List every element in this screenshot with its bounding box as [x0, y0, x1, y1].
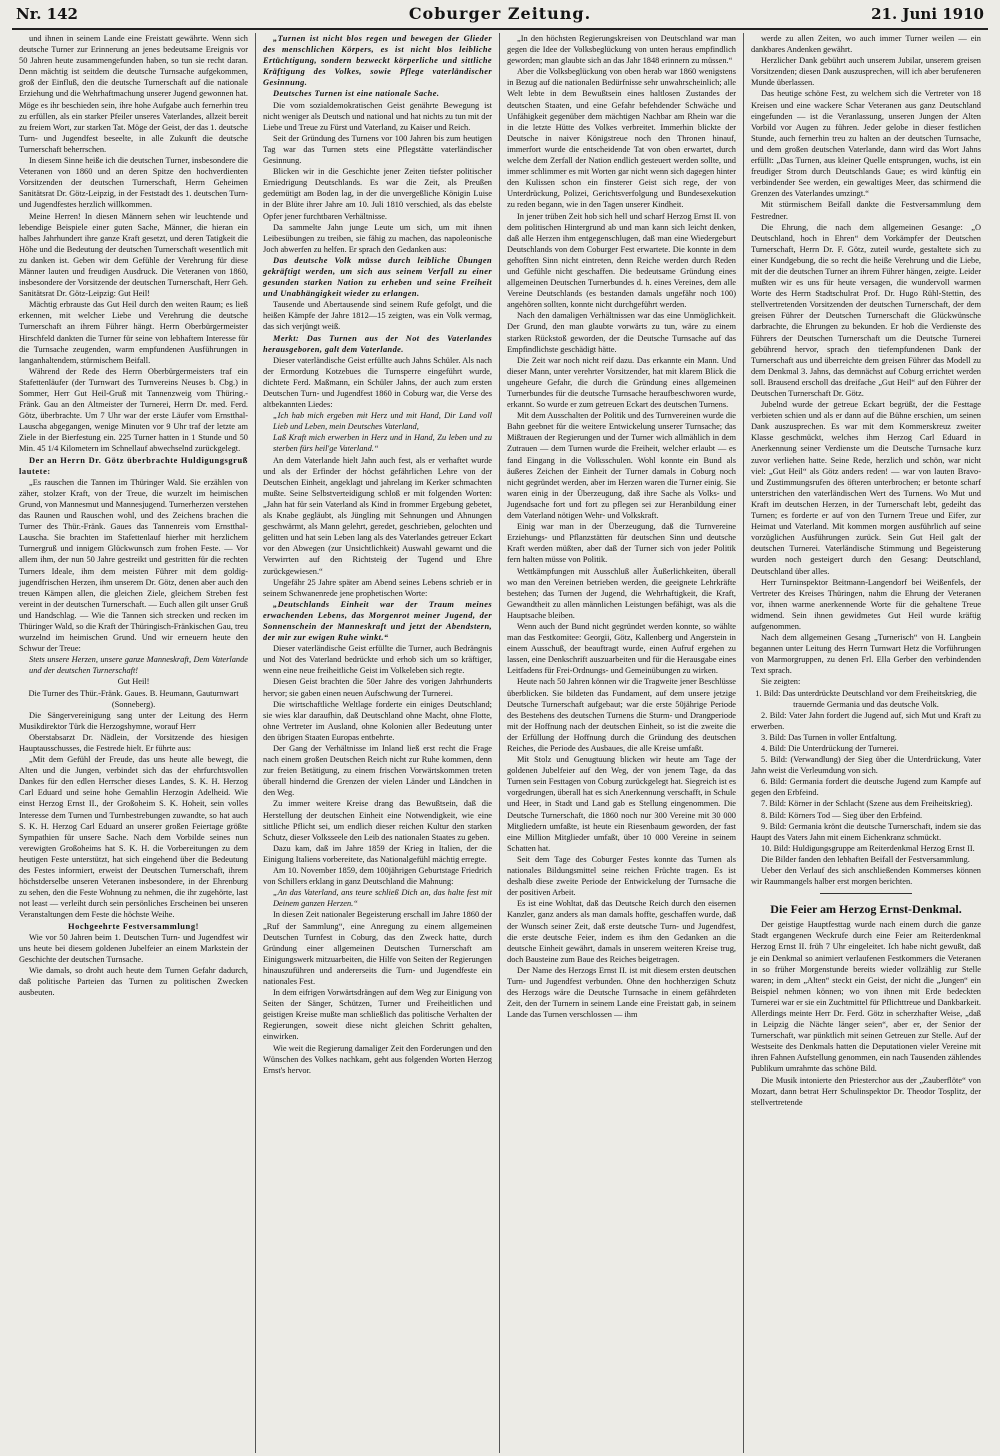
article-paragraph: Wettkämpfungen mit Ausschluß aller Äußerlichkeiten, überall wo man den Vereinen betrieben werden, die geeignete Lehrkräfte bestehen; das Turnen der Jugend, die Wehrhaftigkeit, die Kraft, Gewandtheit zu allen männlichen Leistungen befähigt, was als die Hauptsache bleiben. — [507, 566, 736, 620]
article-paragraph: Meine Herren! In diesen Männern sehen wir leuchtende und lebendige Beispiele einer guten Sache, Männer, die hieran ein halbes Jahrhundert ihre ganze Kraft gesetzt, und deren Tatigkeit die Höhe und die Bedeutung der deutschen Turnerschaft wesentlich mit zu danken ist. Geben wir dem Gefühle der Verehrung für diese Männer lauten und freudigen Ausdruck. Die Veteranen von 1860, insbesondere der Vorsitzende der deutschen Turnerschaft, Herr Geh. Sanitätsrat Dr. Götz-Leipzig: Gut Heil! — [19, 211, 248, 299]
article-paragraph: „Deutschlands Einheit war der Traum meines erwachenden Lebens, das Morgenrot meiner Jugend, der Sonnenschein der Manneskraft und jetzt der Abendstern, der mir zur ewigen Ruhe winkt.“ — [263, 599, 492, 643]
article-paragraph: Ungefähr 25 Jahre später am Abend seines Lebens schrieb er in seinem Schwanenrede jene prophetischen Worte: — [263, 577, 492, 598]
article-paragraph: 7. Bild: Körner in der Schlacht (Szene aus dem Freiheitskrieg). — [761, 799, 973, 809]
article-paragraph: „Ich hab mich ergeben mit Herz und mit Hand, Dir Land voll Lieb und Leben, mein Deutsches Vaterland, — [273, 411, 492, 432]
article-paragraph: Wie weit die Regierung damaliger Zeit den Forderungen und den Wünschen des Volkes nachkam, geht aus folgenden Worten Herzog Ernst's hervor. — [263, 1043, 492, 1075]
article-paragraph: Mit dem Ausschalten der Politik und des Turnvereinen wurde die Bahn geebnet für die weitere Entwickelung unserer Turnsache; das Mißtrauen der Regierungen und der Turner wich allmählich in dem Zutrauen — dem Turnen wurde die Freiheit, welcher erlaubt — es fand Eingang in die Volksschulen. Wohl konnte ein Bund als äußeres Zeichen der Einheit der Turner damals in Coburg noch nicht gegründet werden, aber im Herzen waren die Turner einig. Sie waren einig in der Überzeugung, daß ihre Sache als Volks- und Jugendsache fort und fort zu pflegen sei zur Heranbildung einer dem Vaterland nötigen Wehr- und Volkskraft. — [507, 411, 736, 521]
article-paragraph: Gut Heil! — [117, 677, 150, 687]
article-paragraph: Hochgeehrte Festversammlung! — [68, 921, 199, 931]
article-paragraph: Am 10. November 1859, dem 100jährigen Geburtstage Friedrich von Schillers erklang in ganz Deutschland die Mahnung: — [263, 866, 492, 887]
article-paragraph: Die Bilder fanden den lebhaften Beifall der Festversammlung. — [761, 854, 970, 864]
article-paragraph: Die Turner des Thür.-Fränk. Gaues. B. Heumann, Gauturnwart (Sonneberg). — [28, 688, 239, 709]
article-paragraph: Dazu kam, daß im Jahre 1859 der Krieg in Italien, der die Einigung Italiens vorbereitete, das Nationalgefühl mächtig erregte. — [263, 843, 492, 864]
text-columns — [12, 33, 988, 1453]
article-paragraph: Sie zeigten: — [761, 677, 801, 687]
article-paragraph: Herzlicher Dank gebührt auch unserem Jubilar, unserem greisen Vorsitzenden; diesen Dank auszusprechen, will ich aber berufeneren Munde überlassen. — [751, 56, 981, 88]
masthead — [12, 4, 988, 30]
article-paragraph: In diesem Sinne heiße ich die deutschen Turner, insbesondere die Veteranen von 1860 und an deren Spitze den hochverdienten Vorsitzenden der deutschen Turnerschaft, Herrn Geheimen Sanitätsrat Dr. Götz-Leipzig, in der Feststadt des 1. deutschen Turn- und Jugendfestes herzlich willkommen. — [19, 156, 248, 210]
article-paragraph: Seit dem Tage des Coburger Festes konnte das Turnen als nationales Bildungsmittel seine reichen Früchte tragen. Es ist deshalb diese zweite Periode der Entwickelung der Turnsache die der positiven Arbeit. — [507, 854, 736, 898]
article-paragraph: „Turnen ist nicht blos regen und bewegen der Glieder des menschlichen Körpers, es ist nicht blos leibliche Ertüchtigung, sondern bezweckt körperliche und sittliche Kräftigung des Volkes, sowie Pflege vaterländischer Gesinnung. — [263, 34, 492, 88]
article-paragraph: Wie damals, so droht auch heute dem Turnen Gefahr dadurch, daß politische Parteien das Turnen zu politischen Zwecken ausbeuten. — [19, 965, 248, 998]
newspaper-title: Coburger Zeitung. — [408, 4, 592, 23]
article-paragraph: Tausende und Abertausende sind seinem Rufe gefolgt, und die heißen Kämpfe der Jahre 1812—15 zeigten, was ein Volk vermag, das sich verjüngt weiß. — [263, 300, 492, 332]
article-paragraph: Aber die Volksbeglückung von oben herab war 1860 wenigstens in Bezug auf die nationalen Bedürfnisse sehr unwahrscheinlich; alle Welt lebte in dem Bewußtsein eines haltlosen Zustandes der deutschen Staaten, und eine Gefahr befehdender Schwäche und Unfähigkeit gegenüber dem mächtigen Nachbar am Rhein war die in die letzte Hütte des Volkes verbreitet. Immerhin blickte der Deutsche in naiver Königstreue noch den Thronen hinauf, immerfort wurde die entscheidende Tat von oben erwartet, durch welche dem Zerfall der Nation endlich gesteuert werden sollte, und immer schlimmer es mit Worten gar nicht wenn sich dagegen hinter den Kulissen schon ein finsterer Geist sich rege, der von Unterdrückung, Polizei, Gerichtsverfolgung und Bundesexekution zu reden begann, wie in den Tagen unserer Kindheit. — [507, 67, 736, 210]
article-paragraph: Heute nach 50 Jahren können wir die Tragweite jener Beschlüsse überblicken. Sie bildeten das Fundament, auf dem unsere jetzige Deutsche Turnerschaft aufgebaut; war die erste 50jährige Periode des Bestehens des deutschen Turnens die Sturm- und Drangperiode mit der Hoffnung nach der deutschen Einheit, so ist die zweite die der Erfüllung der Hoffnung durch die Gründung des deutschen Reiches, die Periode des Ausbaues, die alle Kreise umfaßt. — [507, 677, 736, 753]
section-divider — [820, 893, 912, 894]
article-paragraph: Zu immer weitere Kreise drang das Bewußtsein, daß die Herstellung der deutschen Einheit eine Notwendigkeit, wie eine sittliche Pflicht sei, um endlich dieser reichen Kultur den starken Schutz, dieser Volksseele den Leib des nationalen Staates zu geben. — [263, 799, 492, 842]
article-paragraph: 4. Bild: Die Unterdrückung der Turnerei. — [761, 744, 899, 753]
article-paragraph: „In den höchsten Regierungskreisen von Deutschland war man gegen die Idee der Volksbeglückung von unten heraus empfindlich geworden; man glaubte sich an das Jahr 1848 erinnern zu müssen.“ — [507, 34, 736, 66]
column-3 — [500, 33, 744, 1453]
article-paragraph: 2. Bild: Vater Jahn fordert die Jugend auf, sich Mut und Kraft zu erwerben. — [751, 710, 981, 731]
article-paragraph: Jubelnd wurde der getreue Eckart begrüßt, der die Festtage verbieten schien und als er dann auf die Bühne erschien, um seinen Dank auszusprechen. Es war mit dem Kommerskreuz zweiter Klasse geschmückt, welches ihm Herzog Carl Eduard in Anerkennung seiner Verdienste um die Deutsche Turnsache kurz zuvor verliehen hatte. Seine Rede, herzlich und schön, war nicht viel: „Gut Heil“ als Götz anders reden! — war von lauten Bravo- und Zustimmungsrufen des öfteren unterbrochen; er betonte scharf unterstrichen den vaterländischen Wert des Turnens. Wo Mut und Kraft im deutschen Herzen, in der Turnerschaft lebt, gedeiht das Turnen; es forderte er auf von den Turnern Treue und Eifer, zur Heimat und Vaterland. Mit kommen morgen ausführlich auf seine vorzüglichen Ausführungen zurück. Sein Gut Heil galt der deutschen Turnerei. Vaterländische Stimmung und Begeisterung wurden noch gesteigert durch den Gesang: Deutschland, Deutschland über alles. — [751, 400, 981, 576]
article-paragraph: Die Ehrung, die nach dem allgemeinen Gesange: „O Deutschland, hoch in Ehren“ dem Vorkämpfer der Deutschen Turnerschaft, Herrn Dr. F. Götz, zuteil wurde, gestaltete sich zu einer Kundgebung, die so recht die heiße Verehrung und die Liebe, mit der die deutschen Turner an ihrem Führer hängen, zeigte. Leider mußten wir es uns für heute versagen, die wundervoll warmen Worte des Herrn Stadtschulrat Prof. Dr. Hugo Rühl-Stettin, des stellvertretenden Vorsitzenden der deutschen Turnerschaft, der dem greisen Führer der Deutschen Turnerschaft die Glückwünsche darbrachte, die Ehrungen zu bekunden. Er hob die Verdienste des Führers der Deutschen Turnerschaft um die Deutsche Turnerei gebührend hervor, sprach den tiefempfundenen Dank der Turnerschaft aus und überreichte dem greisen Führer das Modell zu dem Denkmal 3. Jahns, das demnächst auf Coburg errichtet werden soll. Brausend erscholl das dreifache „Gut Heil“ auf den Führer der Deutschen Turnerschaft Dr. Götz. — [751, 222, 981, 398]
article-paragraph: Oberstabsarzt Dr. Nädlein, der Vorsitzende des hiesigen Hauptausschusses, die Festrede hielt. Er führte aus: — [19, 732, 248, 753]
article-paragraph: 8. Bild: Körners Tod — Sieg über den Erbfeind. — [761, 810, 923, 820]
article-paragraph: Der geistige Hauptfesttag wurde nach einem durch die ganze Stadt ergangenen Weckrufe durch eine Feier am Reiterdenkmal Herzog Ernst II. früh 7 Uhr eingeleitet. Ich habe nicht gewußt, daß je ein Denkmal so animiert verlaufenen Festkommers die Veteranen in so früher Morgenstunde bereits wieder vollzählig zur Stelle waren; in dem „Alten“ steckt ein Geist, der nicht die „Jungen“ ein Beispiel nehmen können; wo von ihnen mit Erde bedeckten Turnerei war er sie ein Zuchtmittel für Pflichttreue und Dankbarkeit. Allerdings meinte Herr Dr. Ferd. Götz in scherzhafter Weise, „daß in Leipzig die Nächte länger seien“, aber er, der Senior der Turnerschaft, war pünktlich mit seinen Getreuen zur Stelle. Auf der Westseite des Denkmals hatten die Deputationen vieler Vereine mit ihren Fahnen Aufstellung genommen, ein nach Tausenden zählendes Publikum umrahmte das schöne Bild. — [751, 920, 981, 1074]
article-paragraph: Es ist eine Wohltat, daß das Deutsche Reich durch den eisernen Kanzler, ganz anders als man damals hoffte, geschaffen wurde, daß der Wunsch seiner Zeit, daß erste deutsche Turn- und Jugendfest, die erste deutsche Feier, indem es ihm den Gedanken an die deutsche Einheit gewährt, damals in unserem weiteren Kreise trug, doch Bausteine zum Baue des Reiches beigetragen. — [507, 899, 736, 964]
section-heading: Die Feier am Herzog Ernst-Denkmal. — [770, 902, 962, 917]
article-paragraph: Die wirtschaftliche Weltlage forderte ein einiges Deutschland; sie wies klar daraufhin, daß Deutschland ohne Macht, ohne Flotte, ohne Vertreter im Ausland, ohne Kolonien aller Bedeutung unter den übrigen Staaten Europas entbehrte. — [263, 699, 492, 742]
article-paragraph: Laß Kraft mich erwerben in Herz und in Hand, Zu leben und zu sterben fürs heil'ge Vaterland.“ — [273, 433, 492, 454]
article-paragraph: „Es rauschen die Tannen im Thüringer Wald. Sie erzählen von zäher, stolzer Kraft, von der Treue, die wurzelt im heimischen Grund, von Mannesmut und Mannesjugend. Turnerherzen verstehen das Raunen und Rauschen wohl, und des Zeichens brachen die Turner des Thür.-Fränk. Gaues das Tannenreis vom Ernstthal-Lauscha. Sie brachten im Stafettenlauf hierher mit herzlichem Turnergruß und innigem Glückwunsch zum frohen Feste. — Vor allem ihm, der nun 50 Jahre gestreikt und gestritten für die rechten Turners Ideale, ihm dem meisten Führer mit dem goldig-jugendfrischen Herzen, ihm unserem Dr. Götz, denen aber auch den treuen Kämpen allen, die gleichen Ziele, gleichem Streben fest vereint in der deutschen Turnerschaft. — Euch allen gilt unser Gruß und Handschlag. — Wie die Tannen sich strecken und recken im Thüringer Wald, so die Kraft der Thüringisch-Fränkischen Gau, treu wurzelnd im heimischen Grund. Und wir erneuern heute den Schwur der Treue: — [19, 477, 248, 654]
article-paragraph: In jener trüben Zeit hob sich hell und scharf Herzog Ernst II. von dem politischen Hintergrund ab und man kann sich leicht denken, daß alle Herzen ihm entgegenschlugen, daß man eine Wiedergeburt Deutschlands von dem Coburger Fest erwartete. Die konnte in dem gehofften Sinn nicht eintreten, denn Reiche werden durch Reden und Gefühle nicht geschaffen. Die bedeutsame Gründung eines allgemeinen Deutschen Turnerbundes d. h. eines Vereines, dem alle Vereine Deutschlands (es bestanden damals ungefähr noch 100) angehören sollten, konnte nicht durchgeführt werden. — [507, 211, 736, 310]
article-paragraph: Die Musik intonierte den Priesterchor aus der „Zauberflöte“ von Mozart, dann betrat Herr Schulinspektor Dr. Theodor Tosplitz, der stellvertretende — [751, 1075, 981, 1107]
article-paragraph: 9. Bild: Germania krönt die deutsche Turnerschaft, indem sie das Haupt des Vaters Jahn mit einem Eichenkranz schmückt. — [751, 821, 981, 842]
issue-date: 21. Juni 1910 — [871, 5, 984, 23]
article-paragraph: Das heutige schöne Fest, zu welchem sich die Vertreter von 18 Kreisen und eine wackere Schar Veteranen aus ganz Deutschland eingefunden — ist die Veranlassung, unseren Jungen der Alten Vorbild vor Augen zu führen. Jeder gelobe in dieser festlichen Stunde, auch fernerhin treu zu halten an der deutschen Turnsache, und dem großen deutschen Vaterlande, dann wird das Wort Jahns erfüllt: „Das Turnen, aus kleiner Quelle entsprungen, wuchs, ist ein freudiger Strom durch Deutschlands Gaue; es wird künftig ein verbindender See werden, ein gewaltiges Meer, das schirmend die Grenzen des Vaterlandes umzingt.“ — [751, 89, 981, 199]
article-paragraph: Der Gang der Verhältnisse im Inland ließ erst recht die Frage nach einem großen Deutschen Reich nicht zur Ruhe kommen, denn zur freien Betätigung, zu einem frischen Vorwärtskommen treten überall hindernd die Grenzen der vielen Länder und Ländchen in den Weg. — [263, 744, 492, 798]
article-paragraph: 10. Bild: Huldigungsgruppe am Reiterdenkmal Herzog Ernst II. — [761, 843, 975, 853]
article-paragraph: Nach den damaligen Verhältnissen war das eine Unmöglichkeit. Der Grund, den man glaubte vorwärts zu tun, wäre zu einem starken Rückstoß geworden, der die Deutsche Turnsache auf das Empfindlichste geschädigt hätte. — [507, 311, 736, 354]
article-paragraph: 3. Bild: Das Turnen in voller Entfaltung. — [761, 732, 897, 742]
article-paragraph: 5. Bild: (Verwandlung) der Sieg über die Unterdrückung, Vater Jahn weist die Verleumdung von sich. — [751, 755, 981, 776]
article-paragraph: Blicken wir in die Geschichte jener Zeiten tiefster politischer Erniedrigung Deutschlands. Es war die Zeit, als Preußen gedemütigt am Boden lag, in der die unvergeßliche Königin Luise in der Blüte ihrer Jahre am 10. Juli 1810 verschied, als das ebelste Opfer jener furchtbaren Verhältnisse. — [263, 167, 492, 221]
article-paragraph: Das deutsche Volk müsse durch leibliche Übungen gekräftigt werden, um sich aus seinem Verfall zu einer gesunden starken Nation zu erheben und seine Freiheit und Unabhängigkeit wieder zu erlangen. — [263, 255, 492, 299]
article-paragraph: Seit der Gründung des Turnens vor 100 Jahren bis zum heutigen Tag war das Turnen stets eine Pflegstätte vaterländischer Gesinnung. — [263, 133, 492, 166]
article-paragraph: Dieser vaterländische Geist erfüllte die Turner, auch Bedrängnis und Not des Vaterland bedrückte und erhob sich um so kräftiger, wenn eine neue freiheitliche Geist im Volkeleben sich regte. — [263, 644, 492, 676]
article-paragraph: Der Name des Herzogs Ernst II. ist mit diesem ersten deutschen Turn- und Jugendfest verbunden. Ohne den hochherzigen Schutz des Herzogs wäre die Deutsche Turnsache in einem gefährdeten Zeit, den der Turnern in seinem Lande eine Freistatt gab, in seinem Lande das Turnen verschlossen — ihm — [507, 965, 736, 1020]
article-paragraph: Mächtig erbrauste das Gut Heil durch den weiten Raum; es ließ erkennen, mit welcher Liebe und Verehrung die deutsche Turnerschaft an ihrem Führer hängt. Herrn Oberbürgermeister Hirschfeld dankten die Turner für seine von lebhaftem Interesse für die Turnsache zeugenden, warm empfundenen Ausführungen in langanhaltendem, stürmischem Beifall. — [19, 300, 248, 365]
article-paragraph: „Mit dem Gefühl der Freude, das uns heute alle bewegt, die Alten und die Jungen, verbindet sich das der ehrfurchtsvollen Dankes für den edlen Herrscher dieses Landes, S. K. H. Herzog Carl Eduard und seine hohe Gemahlin Herzogin Adelheid. Wie einst Herzog Ernst II., der Großoheim S. K. Hoheit, sein volles Interesse dem Turnen und Turnbestrebungen zuwandte, so hat auch S. K. H. Herzog Carl Eduard an unserer großen Feiertage größte Sympathien für unsere Sache. Nach dem Vorbilde seines nun verewigten Großoheims hat S. K. H. die Vorbereitungen zu dem heutigen Feste unterstützt, hat sich eingehend über die Bedeutung des Festes informiert, erweist der Deutschen Turnerschaft, ihrem höchstderselbe unseren Veteranen insbesondere, in der Ehrenburg zu sehen, den die Feste Wohnung zu nehmen, die ihr zugehörte, last not least — verleiht durch sein persönliches Erscheinen bei unseren Veranstaltungen dem Feste die höchste Weihe. — [19, 755, 248, 920]
article-paragraph: Die vom sozialdemokratischen Geist genährte Bewegung ist nicht weniger als Deutsch und national und hat nichts zu tun mit der Liebe und Treue zu Fürst und Vaterland, zu Kaiser und Reich. — [263, 100, 492, 132]
article-paragraph: Diesen Geist brachten die 50er Jahre des vorigen Jahrhunderts hervor; sie gaben einen neuen Aufschwung der Turnerei. — [263, 677, 492, 698]
article-paragraph: Der an Herrn Dr. Götz überbrachte Huldigungsgruß lautete: — [19, 455, 248, 476]
column-2 — [256, 33, 500, 1453]
article-paragraph: und ihnen in seinem Lande eine Freistatt gewährte. Wenn sich deutsche Turner zur Erinnerung an jenes bedeutsame Ereignis vor 50 Jahren heute zusammengefunden haben, so tun sie recht daran. Denn mächtig ist seitdem die deutsche Turnsache aufgekommen, groß der Einfluß, den die deutsche Turnerschaft auf die nationale Erziehung und die Wehrhaftmachung unserer Jugend gewonnen hat. Möge es ihr beschieden sein, ihre hohe Aufgabe auch fernerhin treu zu erfüllen, als ein starker Pfeiler unseres Vaterlandes, allzeit bereit zu freiem Wort, zur starken Tat. Möge der Geist, der das 1. deutsche Turn- und Jugendfest beseelte, in alle Zukunft die deutsche Turnerschaft beherrschen. — [19, 34, 248, 154]
article-paragraph: Merkt: Das Turnen aus der Not des Vaterlandes herausgeboren, galt dem Vaterlande. — [263, 333, 492, 354]
article-paragraph: Einig war man in der Überzeugung, daß die Turnvereine Erziehungs- und Pflanzstätten für deutschen Sinn und deutsche Kraft werden müßten, aber daß der Turner sich von jeder Politik fern halten müsse von Politik. — [507, 522, 736, 565]
article-paragraph: Ueber den Verlauf des sich anschließenden Kommerses können wir Raummangels halber erst morgen berichten. — [751, 866, 981, 887]
article-paragraph: Mit Stolz und Genugtuung blicken wir heute am Tage der goldenen Jubelfeier auf den Weg, der von jenem Tage, da das Turnen sein Festtagen von Coburg zurückgelegt hat. Siegreich ist es vorgedrungen, überall hat es sich Anerkennung verschafft, in Schule und Heer, in Stadt und Land gab es Stellung eingenommen. Die Deutsche Turnerschaft, die 1860 noch nur 300 Vereine mit 30 000 Mitgliedern umfaßte, ist heute ein Riesenbaum geworden, der fast eine Million Mitglieder umfaßt, über 10 000 Vereine in seinem Schatten hat. — [507, 755, 737, 853]
article-paragraph: 6. Bild: Germania fordert die deutsche Jugend zum Kampfe auf gegen den Erbfeind. — [751, 777, 981, 798]
article-paragraph: Herr Turninspektor Beitmann-Langendorf bei Weißenfels, der Vertreter des Kreises Thüringen, nahm die Ehrung der Veteranen vor, ihnen warme anerkennende Worte für die gehaltene Treue widmend. Sein ihnen gewidmetes Gut Heil wurde kräftig aufgenommen. — [751, 577, 981, 631]
article-paragraph: In dem eifrigen Vorwärtsdrängen auf dem Weg zur Einigung von Seiten der Sänger, Schützen, Turner und Freiheitlichen und geistigen Kreise mußte man schließlich das politische Verhalten der Regierungen, soweit diese nicht gleichen Schritt gehalten, einwirken. — [263, 988, 492, 1042]
article-paragraph: Wie vor 50 Jahren beim 1. Deutschen Turn- und Jugendfest wir uns heute bei diesem goldenen Jubelfeier an einem Markstein der Geschichte der deutschen Turnsache. — [19, 932, 248, 964]
article-paragraph: „An das Vaterland, ans teure schließ Dich an, das halte fest mit Deinem ganzen Herzen.“ — [273, 888, 492, 909]
article-paragraph: Mit stürmischem Beifall dankte die Festversammlung dem Festredner. — [751, 200, 981, 221]
article-paragraph: Da sammelte Jahn junge Leute um sich, um mit ihnen Leibesübungen zu treiben, sie fähig zu machen, das napoleonische Joch abwerfen zu helfen. Er sprach den Gedanken aus: — [263, 222, 492, 254]
article-paragraph: Stets unsere Herzen, unsere ganze Manneskraft, Dem Vaterlande und der deutschen Turnerschaft! — [29, 655, 248, 676]
article-paragraph: In diesen Zeit nationaler Begeisterung erschall im Jahre 1860 der „Ruf der Sammlung“, eine Anregung zu einem allgemeinen Deutschen Turnfest in Coburg, das den Zweck hatte, durch Gründung einer allgemeinen Deutschen Turnerschaft am Einigungswerk mitzuarbeiten, die Hilfe von Seiten der Regierungen hinauszuführen und andererseits die Turn- und Jugendfeste ein nationales Fest. — [263, 910, 492, 986]
article-paragraph: An dem Vaterlande hielt Jahn auch fest, als er verhaftet wurde und als der Erfinder der höchst gefährlichen Lehre von der Deutschen Einheit, angeklagt und jahrelang im Kerker schmachten mußte. Seine Selbstverteidigung schloß er mit folgenden Worten: „Jahn hat für sein Vaterland als Kind in frommer Ergebung gebetet, als Knabe gegläubt, als Jüngling mit Sehnungen und Ahnungen geschwärmt, als Mann gelehrt, geredet, geschrieben, gelochten und gelitten und hat sein Leben lang als des Vaterlandes getreuer Eckart vor den Abwegen (zur Unsichtlichkeit) Auswahl gewarnt und die Verwirrten auf den Richtsteig der Tugend und Ehre zurückgewiesen.“ — [263, 455, 492, 576]
article-paragraph: 1. Bild: Das unterdrückte Deutschland vor dem Freiheitskrieg, die trauernde Germania und das deutsche Volk. — [755, 688, 977, 709]
article-paragraph: Dieser vaterländische Geist erfüllte auch Jahns Schüler. Als nach der Ermordung Kotzebues die Turnsperre eingeführt wurde, dichtete Ferd. Maßmann, ein Schüler Jahns, der auch zum ersten Deutschen Turn- und Jugendfest 1860 in Coburg war, die Verse des altbekannten Liedes: — [263, 355, 492, 410]
article-paragraph: werde zu allen Zeiten, wo auch immer Turner weilen — ein dankbares Andenken gewährt. — [751, 34, 981, 55]
article-paragraph: Während der Rede des Herrn Oberbürgermeisters traf ein Stafettenläufer (der Turnwart des Turnvereins Neuses b. Cbg.) in Sommer, Herr Gut Heil-Gruß mit Tannenzweig vom Thüring.-Fränk. Gau an den Altmeister der Turnerei, Herrn Dr. med. Ferd. Götz, überbrachte. Um 7 Uhr war der erste Läufer vom Ernstthal-Lauscha abgegangen, wenige Minuten vor 9 Uhr traf der letzte am Ziele in der Bierfestung ein. 225 Turner hatten in 1 Stunde und 50 Min. 45 1/4 Kilometern im Schnellauf abwechselnd zurückgelegt. — [19, 366, 248, 454]
issue-number: Nr. 142 — [16, 5, 78, 23]
column-1 — [12, 33, 256, 1453]
article-paragraph: Wenn auch der Bund nicht gegründet werden konnte, so wählte man das Festkomitee: Georgii, Götz, Kallenberg und Angerstein in einem Ausschuß, der beauftragt wurde, einen Aufruf ergehen zu lassen, eine Denkschrift auszuarbeiten und für die Herausgabe eines Leitfadens für Frei-Ordnungs- und Gemeinübungen zu wirken. — [507, 621, 736, 676]
article-paragraph: Deutsches Turnen ist eine nationale Sache. — [273, 89, 440, 99]
column-4 — [744, 33, 988, 1453]
article-paragraph: Die Sängervereinigung sang unter der Leitung des Herrn Musikdirektor Türk die Herzogshymne, worauf Herr — [19, 710, 248, 731]
article-paragraph: Nach dem allgemeinen Gesang „Turnerisch“ von H. Langbein begannen unter Leitung des Herrn Turnwart Hetz die Vorführungen von Marmorgruppen, zu denen Frl. Ella Gerber den verbindenden Text sprach. — [751, 633, 981, 676]
article-paragraph: Die Zeit war noch nicht reif dazu. Das erkannte ein Mann. Und dieser Mann, unter verehrter Vorsitzender, hat mit klarem Blick die ungeheure Gefahr, die durch die Gründung eines allgemeinen Turnerbundes für die deutsche Turnsache heraufbeschworen wurde, erkannt. So wurde er zum getreuen Eckart des deutschen Turnens. — [507, 355, 736, 410]
